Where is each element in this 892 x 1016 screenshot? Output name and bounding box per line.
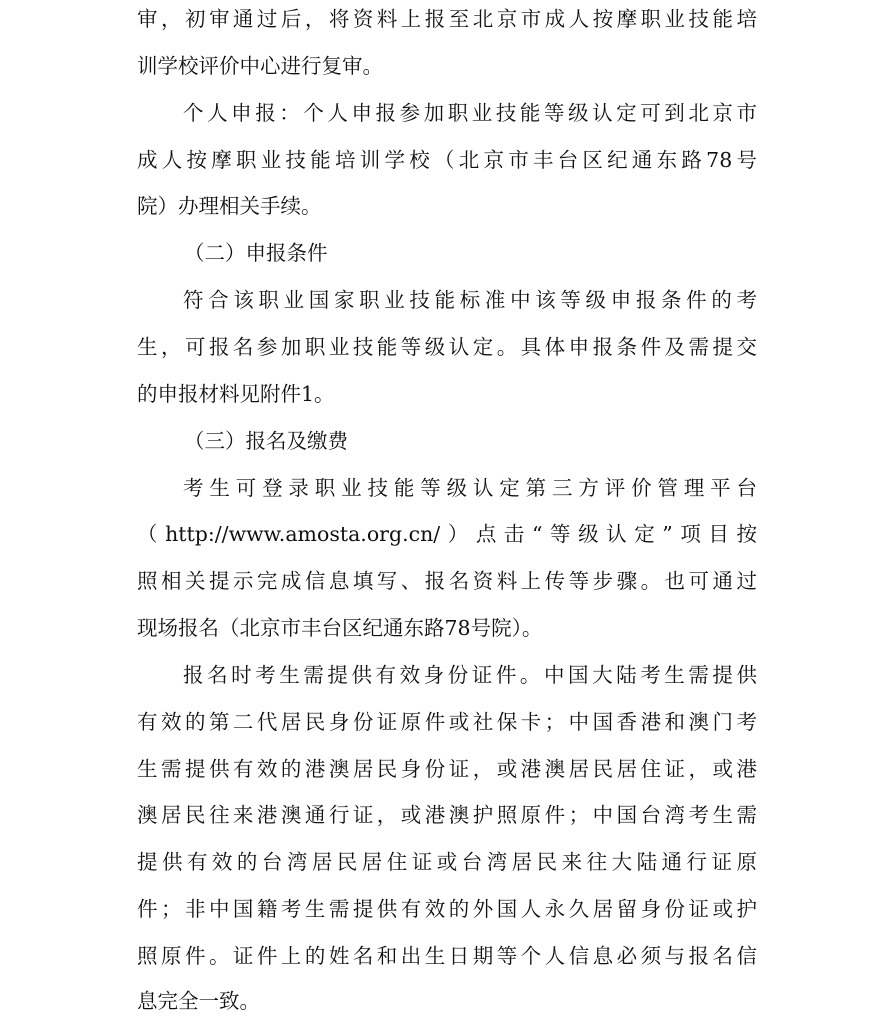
text-line-22: 息完全一致。 (137, 989, 260, 1013)
text-line-4: 成人按摩职业技能培训学校（北京市丰台区纪通东路78号 (137, 148, 757, 172)
text-line-18: 澳居民往来港澳通行证，或港澳护照原件；中国台湾考生需 (137, 803, 757, 827)
text-line-11: 考生可登录职业技能等级认定第三方评价管理平台 (183, 476, 757, 500)
text-line-8: 生，可报名参加职业技能等级认定。具体申报条件及需提交 (137, 335, 757, 359)
text-line-7: 符合该职业国家职业技能标准中该等级申报条件的考 (183, 288, 757, 312)
text-line-9: 的申报材料见附件1。 (137, 382, 335, 406)
text-line-1: 审，初审通过后，将资料上报至北京市成人按摩职业技能培 (137, 7, 757, 31)
text-line-12: （http://www.amosta.org.cn/）点击“等级认定”项目按 (137, 522, 757, 546)
text-line-5: 院）办理相关手续。 (137, 194, 322, 218)
text-line-21: 照原件。证件上的姓名和出生日期等个人信息必须与报名信 (137, 944, 757, 968)
text-line-13: 照相关提示完成信息填写、报名资料上传等步骤。也可通过 (137, 569, 757, 593)
text-line-16: 有效的第二代居民身份证原件或社保卡；中国香港和澳门考 (137, 710, 757, 734)
text-line-14: 现场报名（北京市丰台区纪通东路78号院）。 (137, 616, 543, 640)
text-line-3: 个人申报：个人申报参加职业技能等级认定可到北京市 (183, 101, 757, 125)
text-line-19: 提供有效的台湾居民居住证或台湾居民来往大陆通行证原 (137, 850, 757, 874)
text-line-20: 件；非中国籍考生需提供有效的外国人永久居留身份证或护 (137, 897, 757, 921)
text-line-17: 生需提供有效的港澳居民身份证，或港澳居民居住证，或港 (137, 757, 757, 781)
text-line-2: 训学校评价中心进行复审。 (137, 54, 383, 78)
section-heading-3: （三）报名及缴费 (184, 429, 348, 453)
section-heading-2: （二）申报条件 (184, 241, 328, 265)
text-line-15: 报名时考生需提供有效身份证件。中国大陆考生需提供 (183, 663, 757, 687)
